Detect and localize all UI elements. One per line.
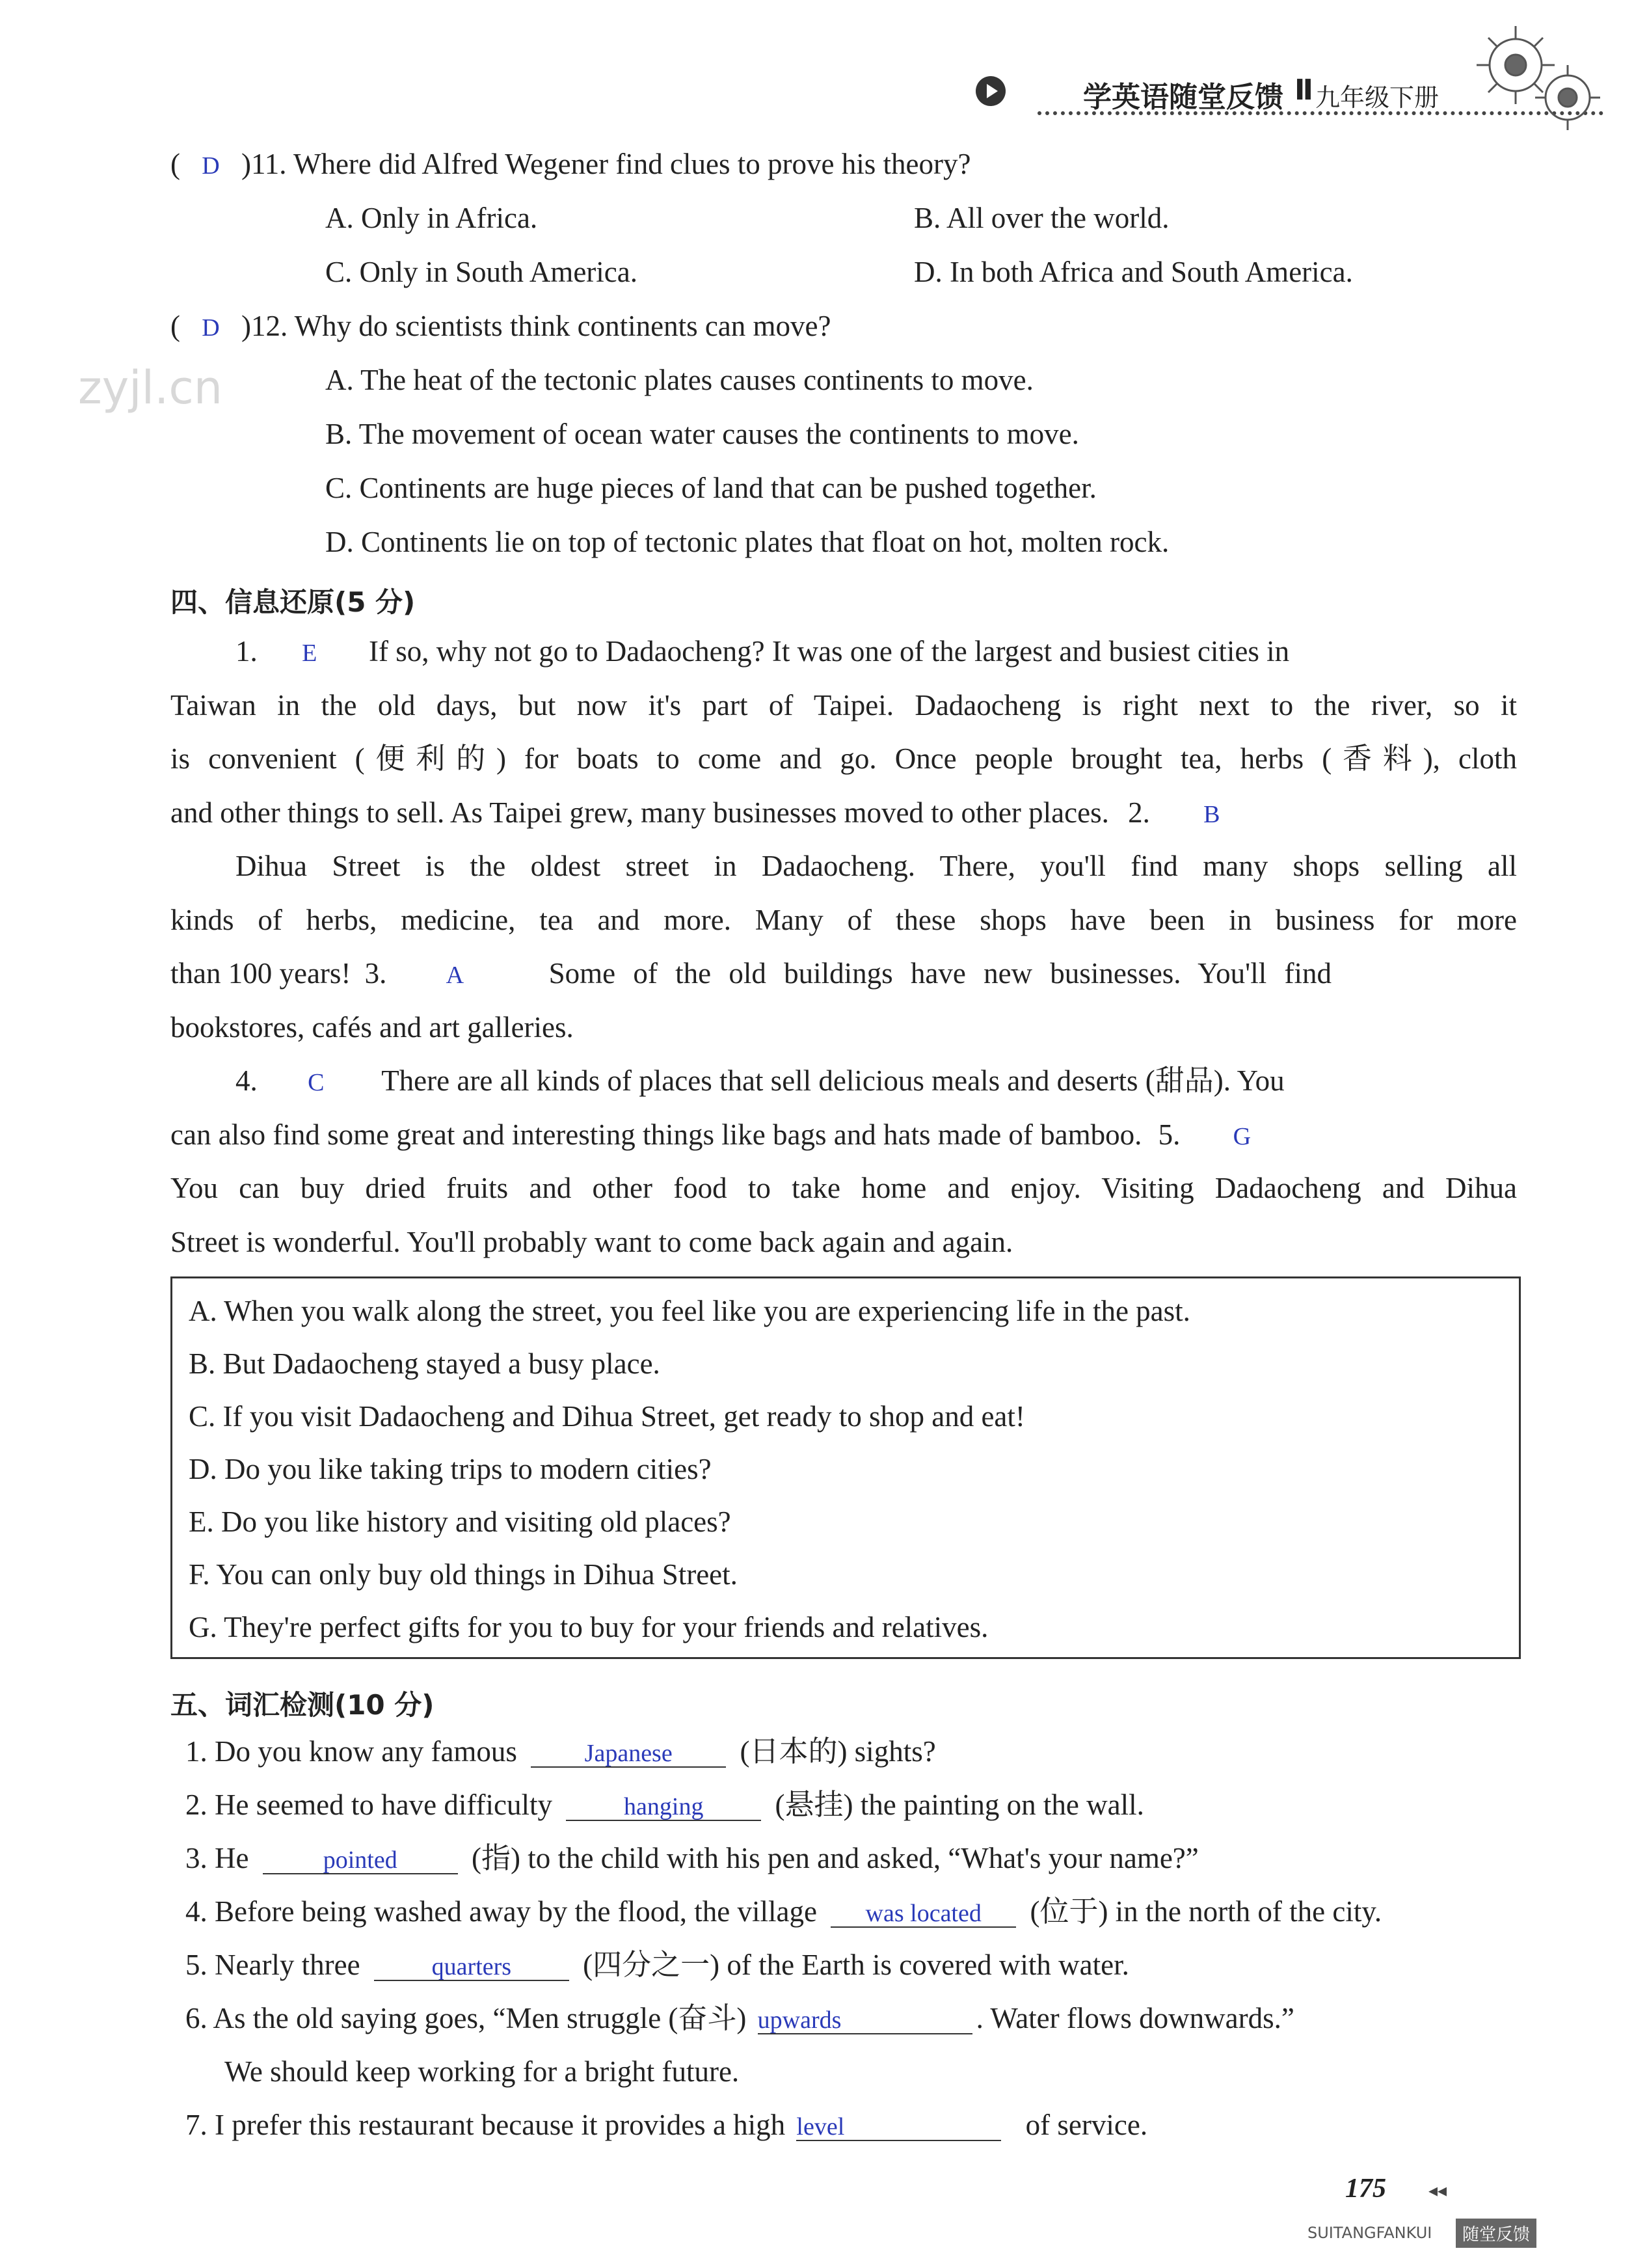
- vocab-text: (日本的) sights?: [740, 1735, 936, 1768]
- vocab-text: (指) to the child with his pen and asked, “What's your name?”: [471, 1842, 1199, 1874]
- footer-brand-cn: 随堂反馈: [1456, 2219, 1536, 2248]
- paren-close: ): [241, 148, 251, 180]
- passage-text: and other things to sell. As Taipei grew, many businesses moved to other places.: [170, 796, 1109, 829]
- blank-3: [386, 947, 523, 1001]
- answer-11: D: [202, 152, 220, 180]
- option-g: G. They're perfect gifts for you to buy for your friends and relatives.: [189, 1611, 989, 1643]
- passage-line: [170, 947, 1517, 1001]
- vocab-text: (悬挂) the painting on the wall.: [775, 1789, 1144, 1821]
- passage-text: If so, why not go to Dadaocheng? It was one of the largest and busiest cities in: [369, 635, 1290, 668]
- blank-4-answer: C: [308, 1069, 325, 1096]
- blank-1-answer: E: [302, 640, 317, 667]
- vocab-blank-7: [796, 2111, 1001, 2141]
- vocab-answer-4: was located: [865, 1900, 982, 1927]
- vocab-blank-6: [758, 2004, 972, 2034]
- vocab-answer-1: Japanese: [584, 1740, 673, 1767]
- passage-line: [170, 786, 1517, 840]
- option-11-c: C. Only in South America.: [325, 256, 637, 288]
- option-c: C. If you visit Dadaocheng and Dihua Street, get ready to shop and eat!: [189, 1400, 1025, 1433]
- vocab-item-3: [185, 1844, 1199, 1874]
- option-b: B. But Dadaocheng stayed a busy place.: [189, 1347, 660, 1380]
- option-e: E. Do you like history and visiting old places?: [189, 1505, 731, 1538]
- passage-text: There are all kinds of places that sell delicious meals and deserts (甜品). You: [381, 1064, 1285, 1097]
- vocab-answer-6: upwards: [757, 2006, 842, 2034]
- option-12-d: D. Continents lie on top of tectonic plates that float on hot, molten rock.: [325, 526, 1170, 558]
- blank-4-number: 4.: [235, 1064, 258, 1097]
- arrows-icon: ◂◂: [1428, 2180, 1447, 2201]
- passage-line: [170, 625, 1517, 679]
- question-text: Why do scientists think continents can move?: [294, 310, 831, 342]
- blank-5-answer: G: [1233, 1122, 1252, 1150]
- vocab-text: 7. I prefer this restaurant because it provides a high: [185, 2109, 786, 2141]
- option-a: A. When you walk along the street, you feel like you are experiencing life in the past.: [189, 1295, 1190, 1327]
- vocab-text: 5. Nearly three: [185, 1949, 360, 1981]
- paren-open: (: [170, 310, 180, 342]
- header-roman: Ⅱ: [1294, 74, 1313, 107]
- vocab-item-7: [185, 2111, 1147, 2141]
- question-text: Where did Alfred Wegener find clues to prove his theory?: [293, 148, 971, 180]
- blank-2-number: 2.: [1128, 796, 1150, 829]
- passage-line: bookstores, cafés and art galleries.: [170, 1010, 574, 1044]
- option-11-d: D. In both Africa and South America.: [914, 256, 1353, 288]
- passage-line: Dihua Street is the oldest street in Dadaocheng. There, you'll find many shops selling all: [235, 850, 1517, 882]
- passage-line: Street is wonderful. You'll probably want to come back again and again.: [170, 1225, 1013, 1258]
- passage-text: can also find some great and interesting things like bags and hats made of bamboo.: [170, 1118, 1142, 1151]
- vocab-text: 6. As the old saying goes, “Men struggle (奋斗): [185, 2002, 747, 2034]
- blank-3-number: 3.: [364, 957, 387, 990]
- question-number: 11.: [250, 148, 287, 180]
- blank-3-answer: A: [446, 962, 464, 989]
- vocab-item-4: [185, 1897, 1382, 1928]
- vocab-blank-5: [374, 1951, 569, 1981]
- page-number: 175: [1345, 2174, 1386, 2204]
- blank-5-number: 5.: [1158, 1118, 1181, 1151]
- vocab-text: 4. Before being washed away by the flood, the village: [185, 1895, 817, 1928]
- passage-line: Taiwan in the old days, but now it's part of Taipei. Dadaocheng is right next to the river, so it: [170, 688, 1517, 722]
- passage-line: [170, 1108, 1517, 1162]
- question-number: 12.: [250, 310, 288, 342]
- vocab-answer-5: quarters: [431, 1953, 512, 1980]
- vocab-item-6-cont: We should keep working for a bright future.: [224, 2055, 740, 2088]
- option-12-a: A. The heat of the tectonic plates causes continents to move.: [325, 364, 1034, 396]
- vocab-answer-7: level: [796, 2113, 845, 2140]
- vocab-item-2: [185, 1790, 1144, 1821]
- vocab-blank-3: [263, 1844, 458, 1874]
- vocab-text: 2. He seemed to have difficulty: [185, 1789, 552, 1821]
- watermark: zyjl.cn: [78, 361, 223, 414]
- blank-1: [258, 625, 362, 679]
- flower-decoration-icon: [1470, 20, 1613, 150]
- section-4-title: 四、信息还原(5 分): [170, 586, 416, 618]
- section-4-passage: [170, 625, 1517, 1269]
- option-11-b: B. All over the world.: [914, 202, 1170, 234]
- option-d: D. Do you like taking trips to modern cities?: [189, 1453, 712, 1485]
- vocab-answer-3: pointed: [323, 1846, 397, 1874]
- question-11: [170, 150, 971, 179]
- option-f: F. You can only buy old things in Dihua Street.: [189, 1558, 738, 1591]
- vocab-item-1: [185, 1737, 936, 1768]
- vocab-item-5: [185, 1951, 1129, 1981]
- vocab-blank-2: [566, 1790, 761, 1821]
- vocab-text: of service.: [1025, 2109, 1148, 2141]
- passage-line: You can buy dried fruits and other food to take home and enjoy. Visiting Dadaocheng and Dihua: [170, 1172, 1517, 1204]
- vocab-text: (位于) in the north of the city.: [1030, 1895, 1382, 1928]
- header-title: 学英语随堂反馈: [1083, 81, 1283, 114]
- section-5-title: 五、词汇检测(10 分): [170, 1689, 435, 1721]
- option-11-a: A. Only in Africa.: [325, 202, 538, 234]
- vocab-answer-2: hanging: [624, 1793, 704, 1820]
- options-box: [170, 1276, 1521, 1659]
- blank-5: [1180, 1108, 1304, 1162]
- question-12: [170, 312, 831, 341]
- vocab-blank-1: [531, 1737, 726, 1768]
- vocab-text: (四分之一) of the Earth is covered with water.: [583, 1949, 1129, 1981]
- passage-text: than 100 years!: [170, 957, 351, 990]
- footer-brand-pinyin: SUITANGFANKUI: [1307, 2224, 1432, 2242]
- header-subtitle: 九年级下册: [1315, 83, 1440, 112]
- passage-text: Some of the old buildings have new businesses. You'll find: [548, 957, 1332, 990]
- option-12-c: C. Continents are huge pieces of land that can be pushed together.: [325, 472, 1097, 504]
- blank-2: [1150, 786, 1274, 840]
- option-12-b: B. The movement of ocean water causes the continents to move.: [325, 418, 1079, 450]
- blank-2-answer: B: [1203, 800, 1220, 828]
- passage-line: [170, 1054, 1517, 1108]
- blank-1-number: 1.: [235, 635, 258, 668]
- vocab-text: 3. He: [185, 1842, 249, 1874]
- play-icon: [976, 76, 1006, 106]
- blank-4: [258, 1054, 375, 1108]
- vocab-blank-4: [831, 1897, 1016, 1928]
- paren-open: (: [170, 148, 180, 180]
- paren-close: ): [241, 310, 251, 342]
- vocab-text: 1. Do you know any famous: [185, 1735, 517, 1768]
- vocab-text: . Water flows downwards.”: [976, 2002, 1294, 2034]
- answer-12: D: [202, 314, 220, 342]
- passage-line: kinds of herbs, medicine, tea and more. Many of these shops have been in business for more: [170, 903, 1517, 936]
- vocab-item-6: [185, 2004, 1294, 2034]
- passage-line: is convenient (便利的) for boats to come and go. Once people brought tea, herbs (香料), cloth: [170, 742, 1517, 775]
